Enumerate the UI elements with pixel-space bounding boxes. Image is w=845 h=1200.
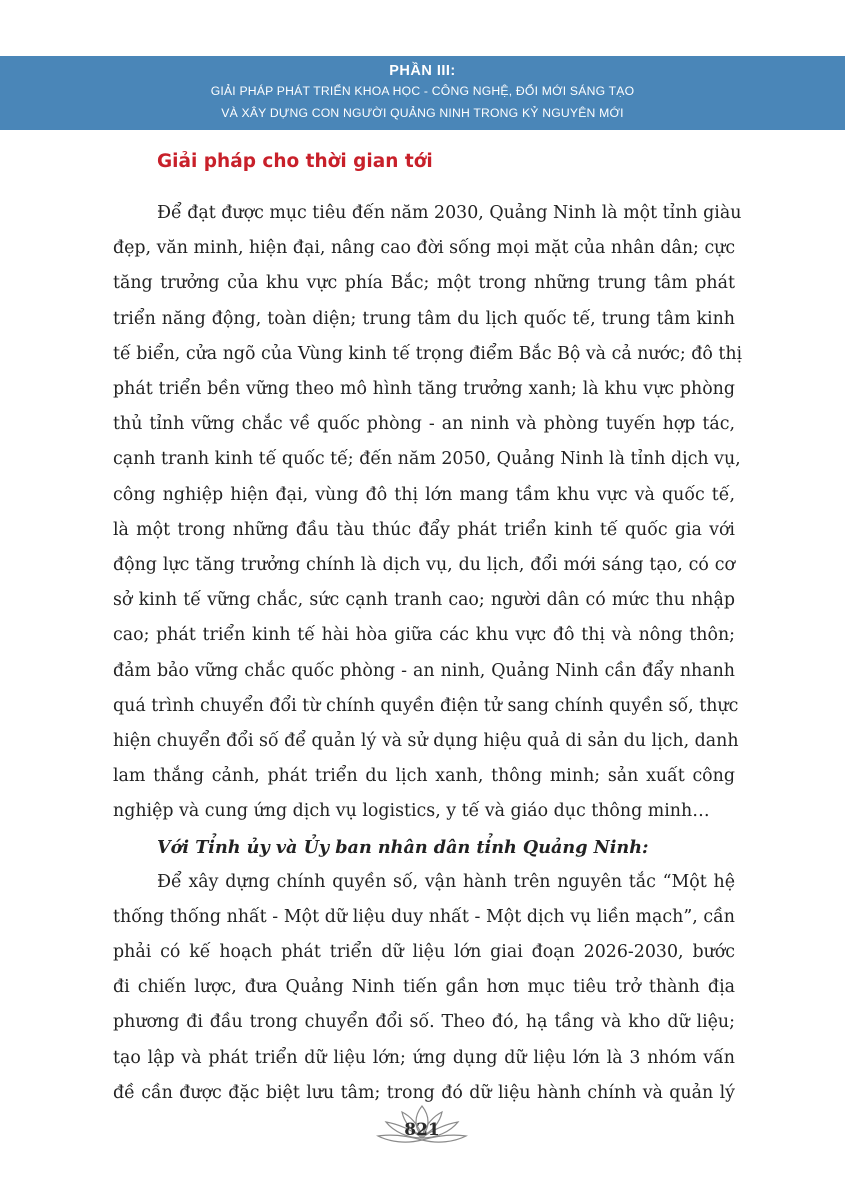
- paragraph-2: [113, 865, 735, 1111]
- paragraph-line: nghiệp và cung ứng dịch vụ logistics, y tế và giáo dục thông minh…: [113, 801, 710, 822]
- paragraph-line: tạo lập và phát triển dữ liệu lớn; ứng dụng dữ liệu lớn là 3 nhóm vấn: [113, 1047, 735, 1068]
- paragraph-line: tế biển, cửa ngõ của Vùng kinh tế trọng điểm Bắc Bộ và cả nước; đô thị: [113, 343, 743, 364]
- paragraph-line: phát triển bền vững theo mô hình tăng trưởng xanh; là khu vực phòng: [113, 379, 735, 400]
- paragraph-line: Để xây dựng chính quyền số, vận hành trên nguyên tắc “Một hệ: [157, 871, 735, 892]
- paragraph-line: là một trong những đầu tàu thúc đẩy phát triển kinh tế quốc gia với: [113, 519, 735, 540]
- part-title: PHẦN III:: [389, 63, 456, 79]
- paragraph-line: quá trình chuyển đổi từ chính quyền điện tử sang chính quyền số, thực: [113, 695, 739, 716]
- page-number: 821: [404, 1120, 440, 1140]
- paragraph-line: hiện chuyển đổi số để quản lý và sử dụng hiệu quả di sản du lịch, danh: [113, 731, 739, 752]
- paragraph-line: thủ tỉnh vững chắc về quốc phòng - an ninh và phòng tuyến hợp tác,: [113, 414, 735, 435]
- paragraph-line: phải có kế hoạch phát triển dữ liệu lớn giai đoạn 2026-2030, bước: [113, 942, 735, 963]
- paragraph-1: [113, 196, 743, 830]
- header-subtitle-line-1: GIẢI PHÁP PHÁT TRIỂN KHOA HỌC - CÔNG NGHỆ, ĐỔI MỚI SÁNG TẠO: [210, 84, 635, 98]
- paragraph-line: đề cần được đặc biệt lưu tâm; trong đó dữ liệu hành chính và quản lý: [113, 1082, 735, 1103]
- paragraph-line: phương đi đầu trong chuyển đổi số. Theo đó, hạ tầng và kho dữ liệu;: [113, 1012, 735, 1033]
- paragraph-line: đi chiến lược, đưa Quảng Ninh tiến gần hơn mục tiêu trở thành địa: [113, 977, 735, 998]
- paragraph-line: tăng trưởng của khu vực phía Bắc; một trong những trung tâm phát: [113, 273, 735, 294]
- section-title: Giải pháp cho thời gian tới: [157, 151, 433, 172]
- paragraph-line: lam thắng cảnh, phát triển du lịch xanh, thông minh; sản xuất công: [113, 766, 735, 787]
- paragraph-line: Để đạt được mục tiêu đến năm 2030, Quảng Ninh là một tỉnh giàu: [157, 203, 742, 223]
- paragraph-line: thống thống nhất - Một dữ liệu duy nhất - Một dịch vụ liền mạch”, cần: [113, 906, 735, 927]
- paragraph-line: đảm bảo vững chắc quốc phòng - an ninh, Quảng Ninh cần đẩy nhanh: [113, 660, 735, 681]
- paragraph-line: động lực tăng trưởng chính là dịch vụ, du lịch, đổi mới sáng tạo, có cơ: [113, 555, 735, 576]
- page-number-ornament: [372, 1102, 472, 1154]
- page-content: [113, 145, 743, 1111]
- paragraph-line: cạnh tranh kinh tế quốc tế; đến năm 2050, Quảng Ninh là tỉnh dịch vụ,: [113, 449, 741, 470]
- sub-heading: Với Tỉnh ủy và Ủy ban nhân dân tỉnh Quảng Ninh:: [157, 836, 649, 858]
- paragraph-line: đẹp, văn minh, hiện đại, nâng cao đời sống mọi mặt của nhân dân; cực: [113, 238, 736, 259]
- paragraph-line: triển năng động, toàn diện; trung tâm du lịch quốc tế, trung tâm kinh: [113, 308, 735, 329]
- paragraph-line: cao; phát triển kinh tế hài hòa giữa các khu vực đô thị và nông thôn;: [113, 625, 735, 646]
- header-subtitle-line-2: VÀ XÂY DỰNG CON NGƯỜI QUẢNG NINH TRONG KỶ NGUYÊN MỚI: [221, 106, 624, 120]
- paragraph-line: công nghiệp hiện đại, vùng đô thị lớn mang tầm khu vực và quốc tế,: [113, 484, 735, 505]
- header-band: [0, 56, 845, 130]
- paragraph-line: sở kinh tế vững chắc, sức cạnh tranh cao; người dân có mức thu nhập: [113, 590, 735, 611]
